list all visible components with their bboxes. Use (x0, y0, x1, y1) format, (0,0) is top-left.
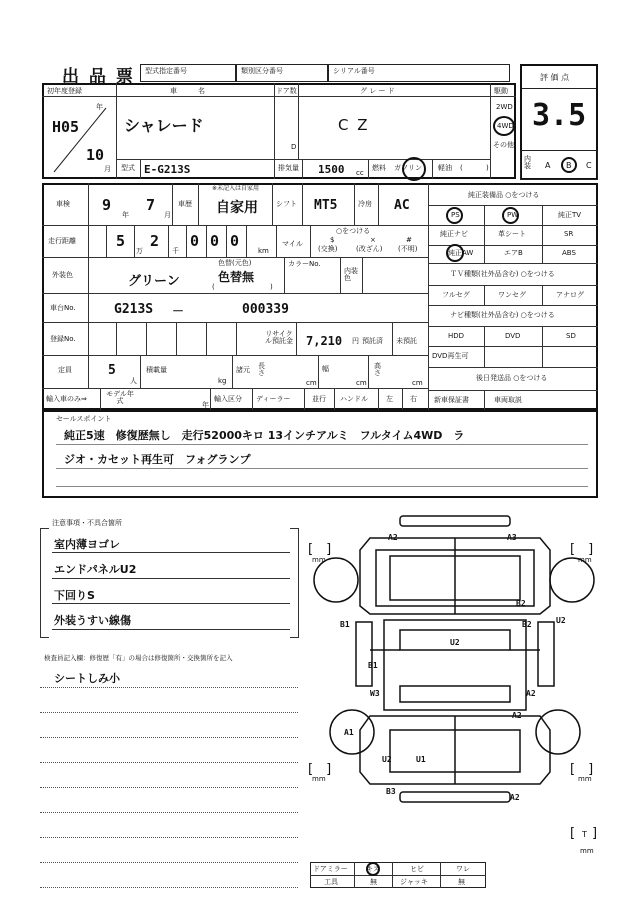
mileage-digit: 0 (210, 232, 220, 250)
sales-point-line: 純正5速 修復歴無し 走行52000キロ 13インチアルミ フルタイム4WD ラ (64, 429, 465, 442)
altered-symbol: × (370, 236, 376, 244)
damage-mark: U1 (416, 755, 426, 764)
mileage-altered: (改ざん) (356, 245, 383, 253)
registration-label: 登録No. (50, 335, 76, 343)
equip-pw: PW (507, 211, 519, 219)
mileage-man: 万 (136, 247, 143, 255)
bracket-fr: [ ] (570, 542, 594, 557)
displacement-value: 1500 (318, 163, 345, 176)
color-change-label: 色替(元色) (218, 259, 252, 267)
equip-leather: 革シート (498, 230, 526, 238)
shift-value: MT5 (314, 198, 338, 213)
history-note: ※未記入は自家用 (212, 185, 260, 192)
exterior-color-label: 外装色 (52, 271, 73, 279)
mileage-km: km (258, 247, 269, 255)
damage-mark: A2 (512, 711, 522, 720)
unknown-symbol: # (406, 236, 412, 244)
car-damage-diagram (300, 510, 610, 810)
width-unit: cm (356, 379, 367, 387)
category-number-box: 類別区分番号 (236, 64, 328, 82)
jack-label: ジャッキ (400, 878, 428, 886)
damage-mark: A1 (344, 728, 354, 737)
shift-label: シフト (276, 200, 297, 208)
import-left: 左 (386, 395, 393, 403)
dvd-playable: DVD再生可 (432, 352, 469, 360)
mirror-scratch: キズ (366, 865, 380, 873)
fuel-circle-mark (402, 157, 426, 181)
displacement-label: 排気量 (278, 164, 299, 172)
chassis-number: 000339 (242, 302, 289, 317)
import-year-unit: 年 (202, 401, 209, 409)
inspection-year-unit: 年 (122, 211, 129, 219)
navi-header: ナビ種類(社外品含む) ○をつける (450, 311, 555, 319)
navi-sd: SD (566, 332, 576, 340)
sales-points-label: セールスポイント (56, 415, 112, 423)
mileage-digit: 5 (116, 232, 126, 250)
jack-value: 無 (458, 878, 465, 886)
notes-label: 注意事項・不具合箇所 (52, 519, 122, 527)
note-item: エンドパネルU2 (54, 563, 137, 576)
mileage-label: 走行距離 (48, 237, 76, 245)
interior-c: C (586, 161, 592, 170)
damage-mark: A3 (507, 533, 517, 542)
drive-2wd: 2WD (496, 103, 513, 111)
equip-aw: 純正AW (448, 249, 474, 257)
drive-circle-mark (493, 116, 515, 136)
mileage-sen: 千 (172, 247, 179, 255)
import-dealer: ディーラー (256, 395, 291, 403)
load-unit: kg (218, 377, 227, 385)
inspection-month: 7 (146, 196, 156, 214)
fuel-paren-close: ) (486, 164, 489, 172)
inspector-note: シートしみ小 (54, 672, 120, 685)
model-label: 型式 (121, 164, 135, 172)
later-header: 後日発送品 ○をつける (476, 374, 548, 382)
tools-value: 無 (370, 878, 377, 886)
color-change-value: 色替無 (218, 270, 255, 284)
capacity-label: 定員 (58, 366, 72, 374)
score-label: 評 価 点 (540, 73, 570, 82)
damage-mark: A2 (388, 533, 398, 542)
equip-ps-circle (446, 207, 463, 224)
first-reg-label: 初年度登録 (47, 87, 82, 95)
chassis-prefix: G213S (114, 302, 154, 317)
sales-point-line: ジオ・カセット再生可 フォグランプ (64, 453, 251, 466)
interior-b: B (566, 161, 572, 170)
doors-value: D (291, 143, 297, 151)
recycle-value: 7,210 (306, 334, 343, 348)
damage-mark: B1 (368, 661, 378, 670)
inspection-year: 9 (102, 196, 112, 214)
height-unit: cm (412, 379, 423, 387)
interior-circle-mark (561, 157, 577, 173)
serial-number-box: シリアル番号 (328, 64, 510, 82)
note-item: 下回りS (54, 589, 95, 602)
mirror-crack: ヒビ (410, 865, 424, 873)
drive-other: その他 (493, 141, 514, 149)
year-suffix: 年 (96, 103, 103, 111)
bracket-t-open: [ (570, 826, 576, 841)
import-type-label: 輸入区分 (214, 395, 242, 403)
damage-mark: U2 (450, 638, 460, 647)
dims-width: 幅 (322, 365, 329, 373)
import-label: 輸入車のみ⇒ (46, 395, 87, 403)
navi-dvd: DVD (505, 332, 521, 340)
recycle-label: リサイクル預託金 (265, 330, 293, 345)
damage-mark: A2 (526, 689, 536, 698)
model-code: E-G213S (144, 163, 191, 176)
equip-aw-circle (446, 244, 464, 262)
history-value: 自家用 (216, 200, 258, 216)
interior-color-label: 内装色 (344, 267, 358, 282)
capacity-value: 5 (108, 363, 116, 378)
color-paren-open: ( (212, 283, 215, 291)
drive-label: 駆動 (494, 87, 508, 95)
score-value: 3.5 (532, 98, 587, 133)
damage-mark: U2 (382, 755, 392, 764)
grade-label: グ レ ー ド (360, 87, 395, 95)
drive-4wd: 4WD (497, 122, 514, 130)
tools-label: 工具 (324, 878, 338, 886)
bracket-rr: [ ] (570, 762, 594, 777)
exterior-color-value: グリーン (128, 274, 180, 289)
note-item: 室内薄ヨゴレ (54, 538, 120, 551)
chassis-label: 車台No. (50, 304, 76, 312)
form-title: 出 品 票 (62, 67, 135, 87)
equip-navi: 純正ナビ (440, 230, 468, 238)
equip-abs: ABS (562, 249, 576, 257)
recycle-not-deposited: 未預託 (396, 337, 417, 345)
later-manual: 車両取説 (494, 396, 522, 404)
car-name-label: 車 名 (170, 87, 205, 95)
dims-height: 高さ (374, 362, 381, 377)
bracket-t-close: ] (592, 826, 598, 841)
equip-sr: SR (564, 230, 574, 238)
mirror-circle-mark (366, 862, 380, 876)
damage-mark: B3 (386, 787, 396, 796)
history-label: 車歴 (178, 200, 192, 208)
damage-mark: U2 (556, 616, 566, 625)
dims-label: 諸元 (236, 366, 250, 374)
car-name: シャレード (124, 116, 204, 135)
fuel-gasoline: ガソリン (394, 164, 422, 172)
tv-analog: アナログ (556, 291, 584, 299)
grade-value: C Z (338, 116, 370, 134)
equip-airbag: エアB (504, 249, 523, 257)
inspection-month-unit: 月 (164, 211, 171, 219)
mileage-digit: 0 (190, 232, 200, 250)
import-model-year: モデル年式 (106, 390, 134, 405)
interior-a: A (545, 161, 551, 170)
mirror-break: ワレ (456, 865, 470, 873)
inspector-label: 検査員記入欄：修復歴「有」の場合は修復箇所・交換箇所を記入 (44, 654, 233, 662)
damage-mark: W3 (370, 689, 380, 698)
ac-label: 冷房 (358, 200, 372, 208)
length-unit: cm (306, 379, 317, 387)
first-reg-month: 10 (86, 146, 105, 164)
chassis-dash: － (172, 304, 185, 318)
approval-number-box: 型式指定番号 (140, 64, 236, 82)
mileage-digit: 2 (150, 232, 160, 250)
mileage-unknown: (不明) (398, 245, 418, 253)
recycle-unit: 円 (352, 337, 359, 345)
import-right: 右 (410, 395, 417, 403)
doors-label: ドア数 (276, 87, 297, 95)
damage-mark: B2 (516, 599, 526, 608)
ac-value: AC (394, 198, 410, 213)
equip-tv: 純正TV (558, 211, 582, 219)
tread-label: T (582, 830, 587, 839)
dims-length: 長さ (258, 362, 265, 377)
color-paren-close: ) (270, 283, 273, 291)
mm-label: mm (312, 775, 326, 783)
damage-mark: B1 (340, 620, 350, 629)
mirror-label: ドアミラー (313, 865, 348, 873)
load-label: 積載量 (146, 366, 167, 374)
equipment-header: 純正装備品 ○をつける (468, 191, 540, 199)
inspection-label: 車検 (56, 200, 70, 208)
import-parallel: 並行 (312, 395, 326, 403)
bracket-fl: [ ] (308, 542, 332, 557)
first-reg-year: H05 (52, 118, 80, 136)
mileage-exchange: (交換) (318, 245, 338, 253)
capacity-unit: 人 (130, 377, 137, 385)
mileage-digit: 0 (230, 232, 240, 250)
bracket-rl: [ ] (308, 762, 332, 777)
tv-oneseg: ワンセグ (498, 291, 526, 299)
note-item: 外装うすい線傷 (54, 614, 131, 627)
mm-label: mm (580, 847, 594, 855)
import-handle: ハンドル (340, 395, 368, 403)
equip-ps: PS (451, 211, 460, 219)
fuel-diesel: 軽油 (438, 164, 452, 172)
fuel-label: 燃料 (372, 164, 386, 172)
navi-hdd: HDD (448, 332, 465, 340)
exchange-symbol: $ (330, 236, 335, 244)
mm-label: mm (578, 556, 592, 564)
damage-mark: A2 (510, 793, 520, 802)
mileage-circle-note: ○をつける (336, 227, 371, 235)
recycle-deposited: 預託済 (362, 337, 383, 345)
tv-header: ＴＶ種類(社外品含む) ○をつける (450, 270, 555, 278)
mm-label: mm (312, 556, 326, 564)
equip-pw-circle (502, 207, 519, 224)
color-no-label: カラーNo. (288, 260, 321, 268)
mm-label: mm (578, 775, 592, 783)
mileage-mile: マイル (282, 240, 303, 248)
month-suffix: 月 (104, 165, 111, 173)
fuel-paren-open: ( (460, 164, 463, 172)
tv-fullseg: フルセグ (442, 291, 470, 299)
later-warranty: 新車保証書 (434, 396, 469, 404)
cc-unit: cc (356, 169, 364, 177)
damage-mark: B2 (522, 620, 532, 629)
interior-label: 内装 (524, 155, 531, 170)
